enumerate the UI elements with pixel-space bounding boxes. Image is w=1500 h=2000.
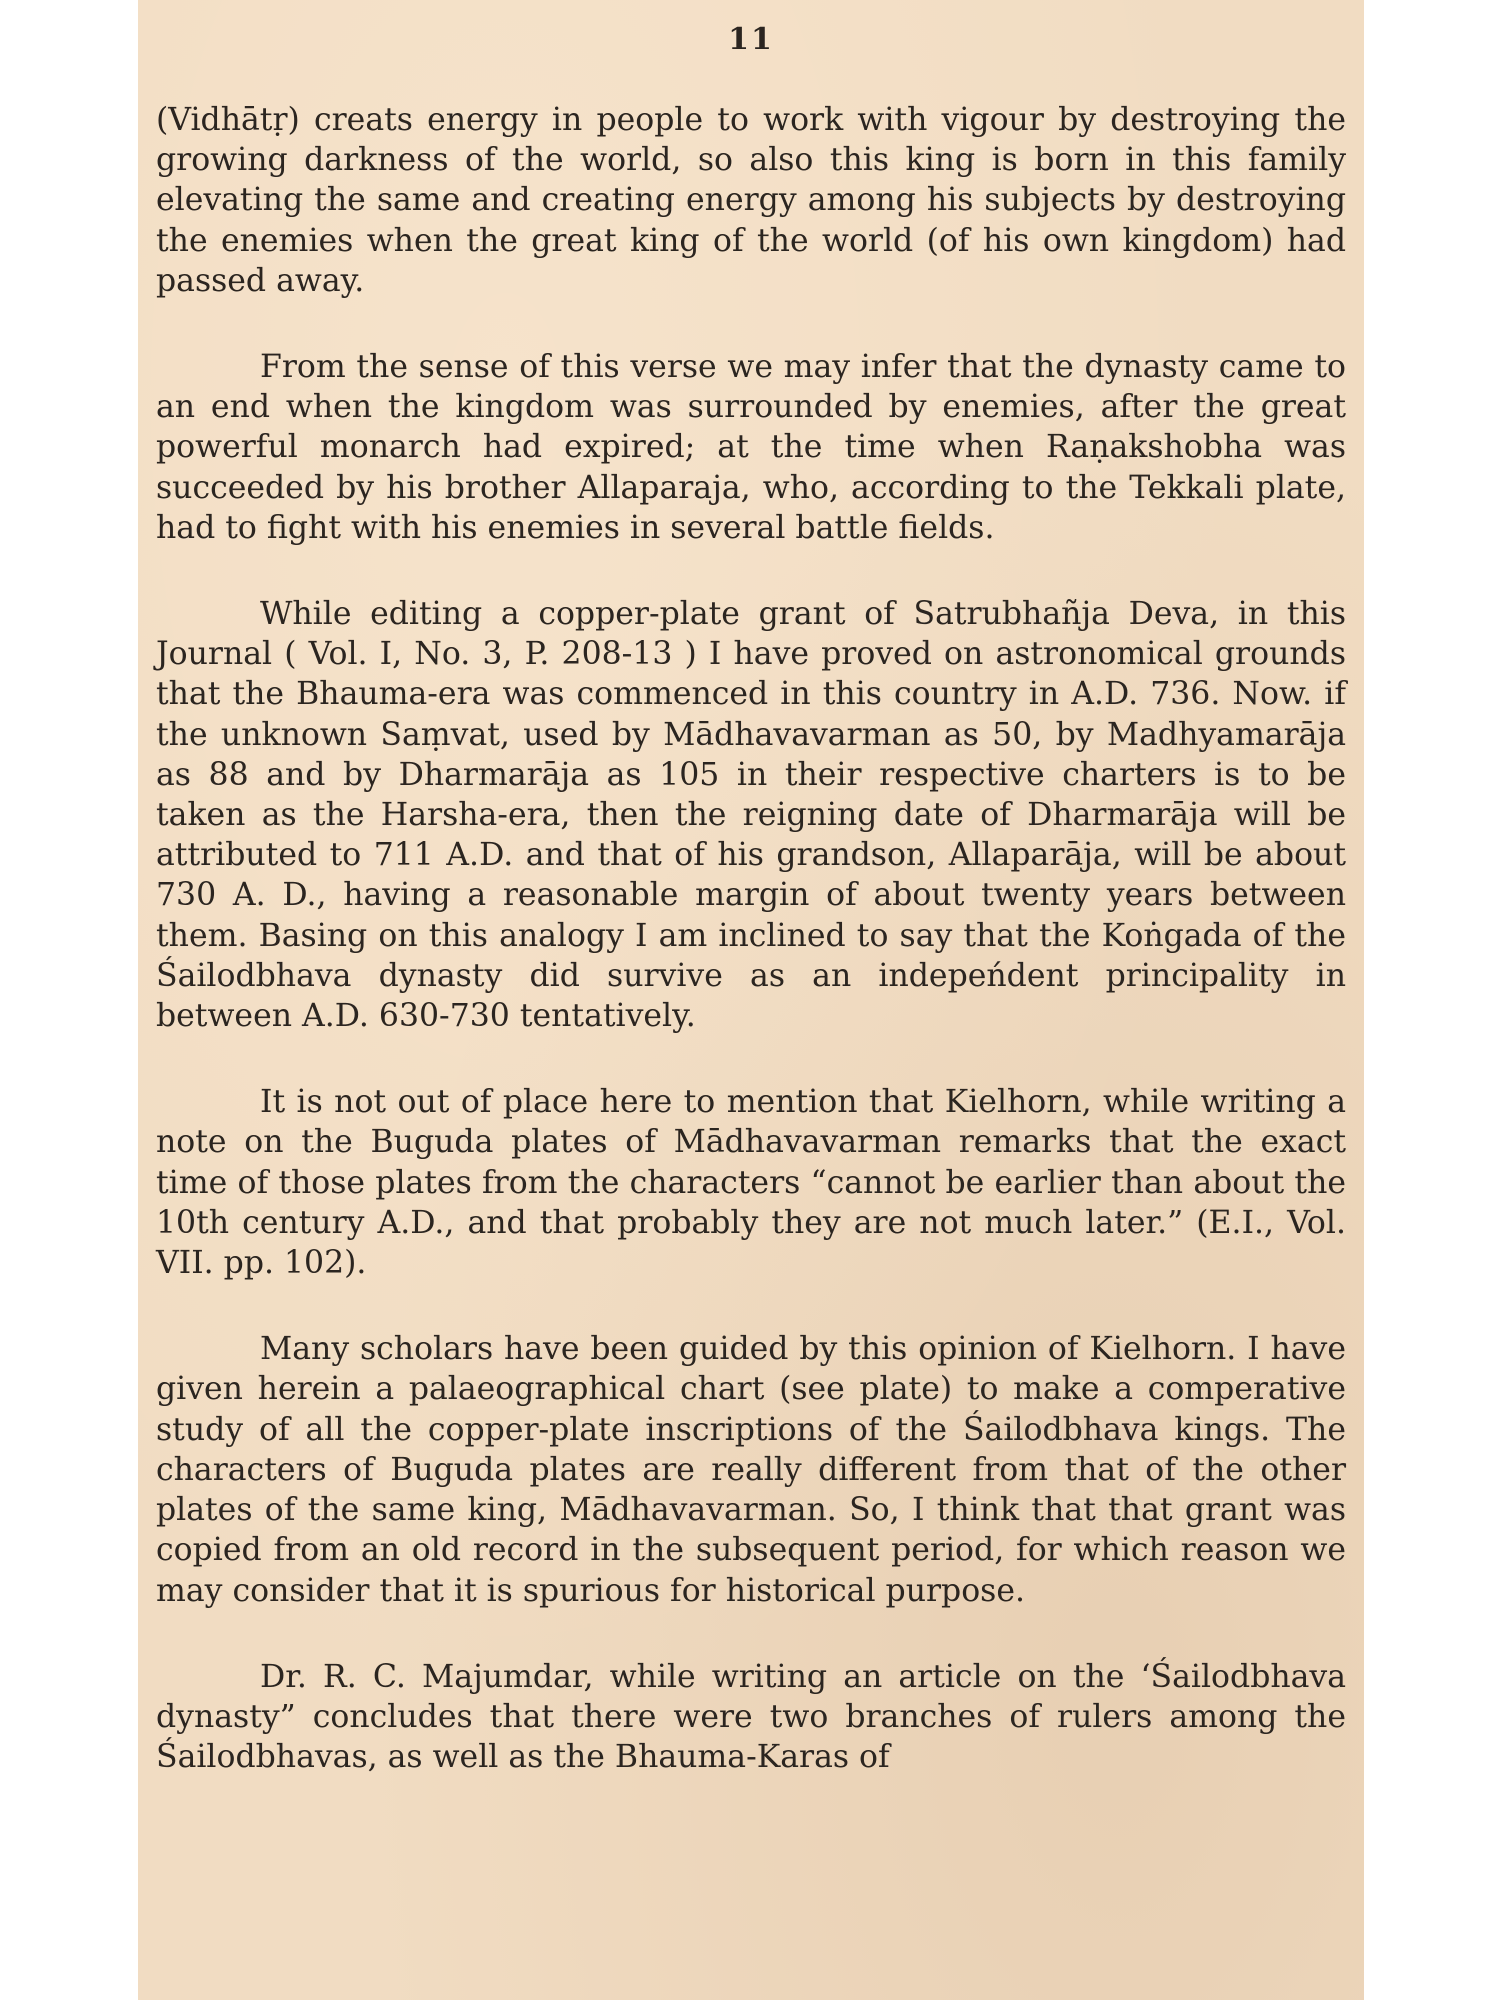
paragraph-dynasty-end: From the sense of this verse we may infer that the dynasty came to an end when the kingdom was surrounded by enemies, after the great powerful monarch had expired; at the time when Raṇakshobha was succeeded by his brother Allaparaja, who, according to the Tekkali plate, had to fight with his enemies in several battle fields. <box>156 349 1346 546</box>
page-number: 11 <box>728 22 774 57</box>
document-page <box>138 0 1364 2000</box>
paragraph-kielhorn: It is not out of place here to mention that Kielhorn, while writing a note on the Buguda plates of Mādhavavarman remarks that the exact time of those plates from the characters “cannot be earlier than about the 10th century A.D., and that probably they are not much later.” (E.I., Vol. VII. pp. 102). <box>156 1084 1346 1282</box>
paragraph-majumdar: Dr. R. C. Majumdar, while writing an article on the ‘Śailodbhava dynasty” concludes that there were two branches of rulers among the Śailodbhavas, as well as the Bhauma-Karas of <box>156 1658 1346 1776</box>
body-text <box>156 100 1346 1823</box>
paragraph-bhauma-era: While editing a copper-plate grant of Satrubhañja Deva, in this Journal ( Vol. I, No. 3, P. 208-13 ) I have proved on astronomical grounds that the Bhauma-era was commenced in this country in A.D. 736. Now. if the unknown Saṃvat, used by Mādhavavarman as 50, by Madhyamarāja as 88 and by Dharmarāja as 105 in their respective charters is to be taken as the Harsha-era, then the reigning date of Dharmarāja will be attributed to 711 A.D. and that of his grandson, Allaparāja, will be about 730 A. D., having a reasonable margin of about twenty years between them. Basing on this analogy I am inclined to say that the Koṅgada of the Śailodbhava dynasty did survive as an indepeńdent principality in between A.D. 630-730 tentatively. <box>156 596 1346 1035</box>
paragraph-continuation: (Vidhātṛ) creats energy in people to work with vigour by destroying the growing darkness of the world, so also this king is born in this family elevating the same and creating energy among his subjects by destroying the enemies when the great king of the world (of his own kingdom) had passed away. <box>156 102 1346 299</box>
paragraph-palaeographical-chart: Many scholars have been guided by this opinion of Kielhorn. I have given herein a palaeographical chart (see plate) to make a comperative study of all the copper-plate inscriptions of the Śailodbhava kings. The characters of Buguda plates are really different from that of the other plates of the same king, Mādhavavarman. So, I think that that grant was copied from an old record in the subsequent period, for which reason we may consider that it is spurious for historical purpose. <box>156 1331 1346 1609</box>
